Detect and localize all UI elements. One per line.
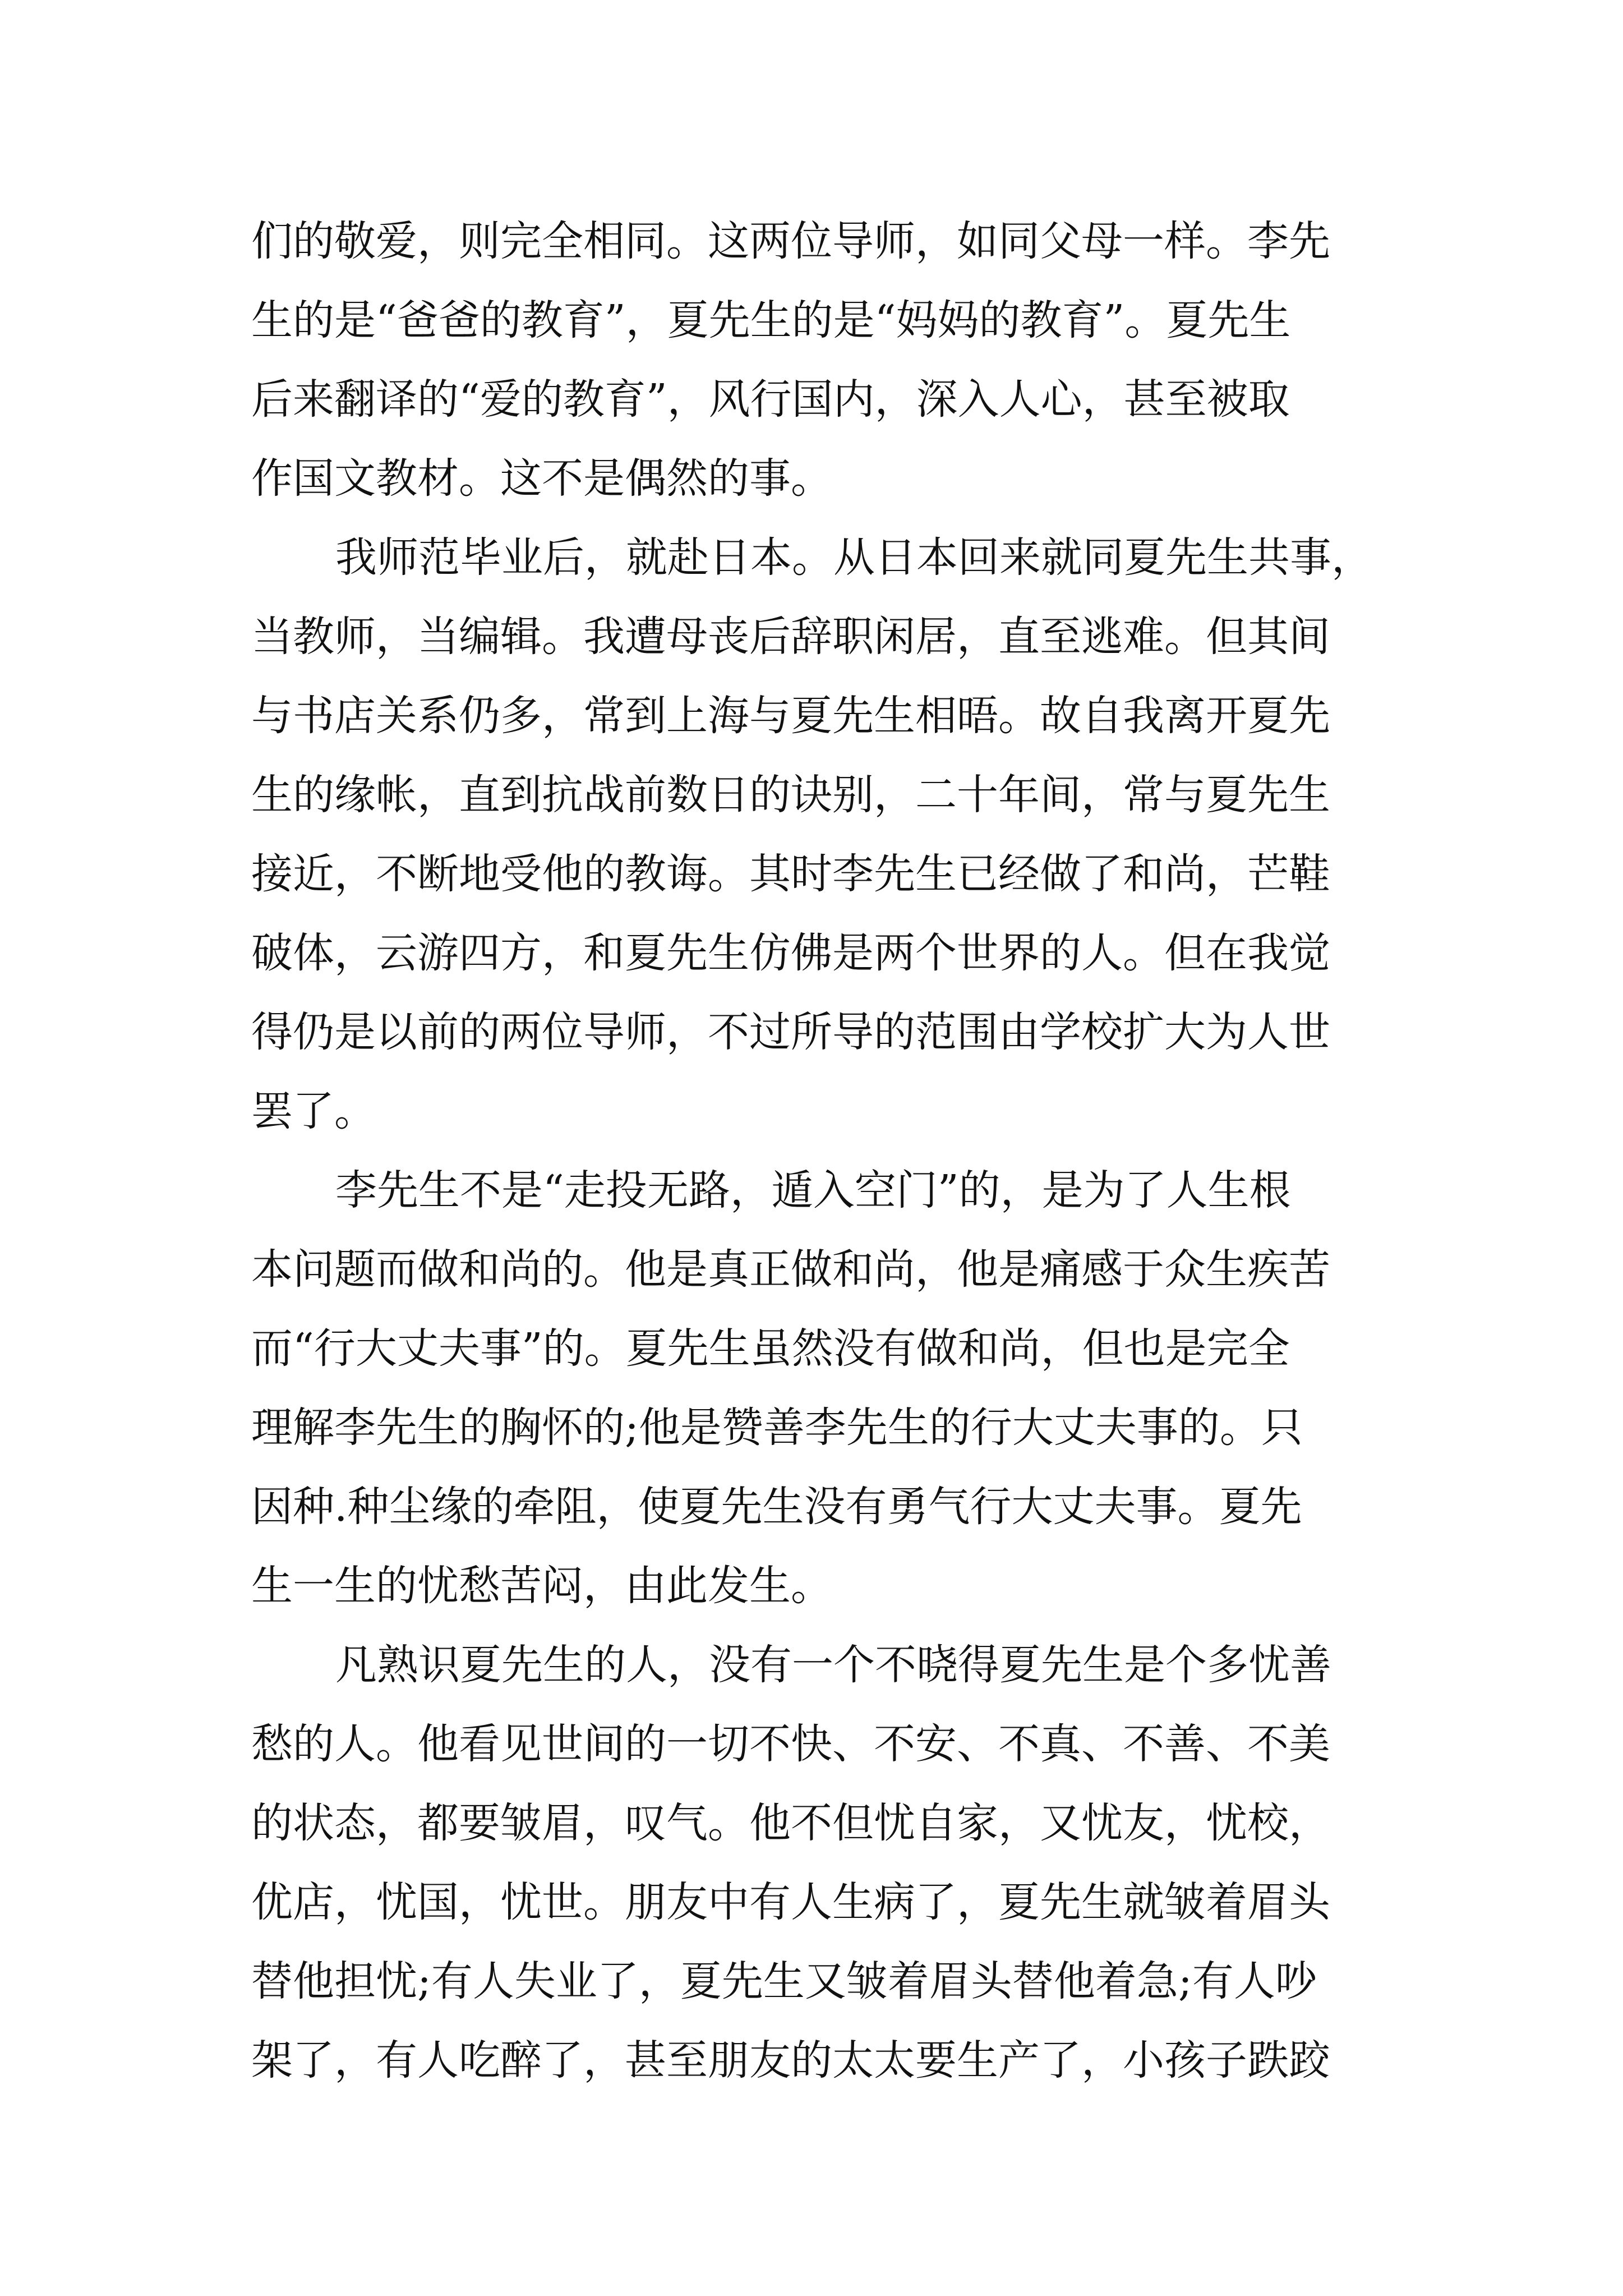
text-line: 生的是“爸爸的教育”，夏先生的是“妈妈的教育”。夏先生: [251, 296, 1291, 344]
text-line: 本问题而做和尚的。他是真正做和尚，他是痛感于众生疾苦: [251, 1245, 1330, 1294]
text-line: 优店，忧国，忧世。朋友中有人生病了，夏先生就皱着眉头: [251, 1878, 1330, 1926]
text-line: 而“行大丈夫事”的。夏先生虽然没有做和尚，但也是完全: [251, 1324, 1290, 1373]
text-line: 愁的人。他看见世间的一切不快、不安、不真、不善、不美: [251, 1720, 1330, 1768]
body-text: [251, 202, 1395, 2100]
text-line: 当教师，当编辑。我遭母丧后辞职闲居，直至逃难。但其间: [251, 613, 1330, 661]
text-line: 与书店关系仍多，常到上海与夏先生相晤。故自我离开夏先: [251, 692, 1330, 740]
text-line: 生一生的忧愁苦闷，由此发生。: [251, 1562, 832, 1610]
text-line: 们的敬爱，则完全相同。这两位导师，如同父母一样。李先: [251, 217, 1330, 265]
text-line: 作国文教材。这不是偶然的事。: [251, 454, 832, 503]
text-line: 理解李先生的胸怀的;他是赞善李先生的行大丈夫事的。只: [251, 1404, 1303, 1452]
text-line: 破体，云游四方，和夏先生仿佛是两个世界的人。但在我觉: [251, 929, 1330, 977]
text-line: 后来翻译的“爱的教育”，风行国内，深入人心，甚至被取: [251, 375, 1290, 424]
text-line: 的状态，都要皱眉，叹气。他不但忧自家，又忧友，忧校，: [251, 1799, 1330, 1847]
paragraph-first-line: 凡熟识夏先生的人，没有一个不晓得夏先生是个多忧善: [335, 1641, 1331, 1689]
paragraph-first-line: 李先生不是“走投无路，遁入空门”的，是为了人生根: [335, 1166, 1291, 1214]
text-line: 架了，有人吃醉了，甚至朋友的太太要生产了，小孩子跌跤: [251, 2036, 1330, 2085]
text-line: 罢了。: [251, 1087, 376, 1135]
text-line: 接近，不断地受他的教诲。其时李先生已经做了和尚，芒鞋: [251, 850, 1330, 898]
paragraph-first-line: 我师范毕业后，就赴日本。从日本回来就同夏先生共事，: [335, 533, 1373, 582]
text-line: 替他担忧;有人失业了，夏先生又皱着眉头替他着急;有人吵: [251, 1957, 1317, 2005]
text-line: 因种.种尘缘的牵阻，使夏先生没有勇气行大丈夫事。夏先: [251, 1483, 1302, 1531]
text-line: 得仍是以前的两位导师，不过所导的范围由学校扩大为人世: [251, 1008, 1330, 1056]
text-line: 生的缘帐，直到抗战前数日的诀别，二十年间，常与夏先生: [251, 771, 1330, 819]
